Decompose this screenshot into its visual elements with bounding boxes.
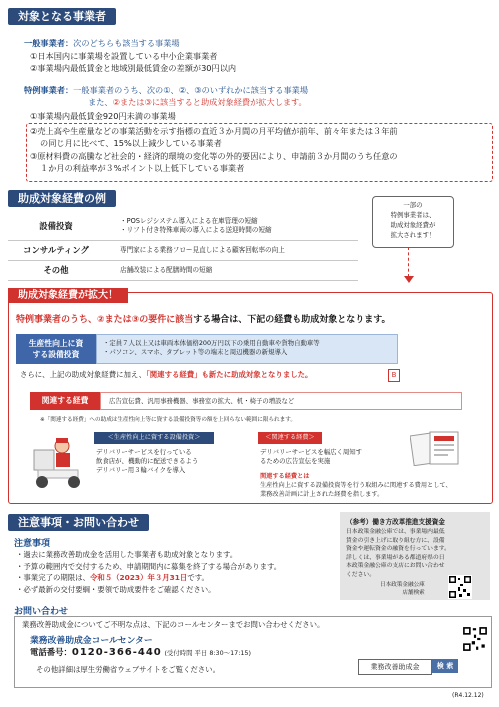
example-related-title: ＜関連する経費＞	[258, 432, 322, 444]
productivity-equipment-label: 生産性向上に資 する設備投資	[16, 334, 96, 364]
notes-list	[16, 549, 281, 595]
callout-bubble	[372, 196, 454, 248]
expense-row-consulting	[8, 240, 358, 261]
expense-row-text: 店舗改装による配膳時間の短縮	[120, 265, 213, 274]
expense-row-text: ・リフト付き特殊車両の導入による送迎時間の短縮	[120, 226, 272, 234]
expense-row-text: ・POSレジシステム導入による在庫管理の短縮	[120, 217, 258, 225]
related-expense-text: 広告宣伝費、汎用事務機器、事務室の拡大、机・椅子の増設など	[109, 397, 295, 405]
related-expense-label: 関連する経費	[30, 392, 100, 410]
qr-code-icon[interactable]	[448, 575, 472, 599]
equipment-item: ・定員７人以上又は車両本体価格200万円以下の乗用自動車や貨物自動車等	[103, 339, 320, 347]
callout-text: 助成対象経費が	[390, 221, 436, 229]
special-condition-1: ①事業場内最低賃金920円未満の事業場	[30, 111, 176, 121]
flyer-illustration	[410, 430, 466, 466]
expense-row-label: その他	[43, 265, 69, 275]
callout-arrow-line	[408, 247, 409, 277]
search-input[interactable]: 業務改善助成金	[358, 659, 432, 675]
special-condition-3a: ③原材料費の高騰など社会的・経済的環境の変化等の外的要因により、申請前３か月間のうち任意の	[30, 151, 398, 161]
callout-text: 一部の	[403, 201, 423, 209]
general-operator-line: 一般事業者：次のどちらも該当する事業場	[24, 38, 180, 48]
reference-text: 日本政策金融公庫では、事業場内最低 賃金の引き上げに取り組む方に、設備 資金や運転資金の融資を行っています。 詳しくは、事業場がある都道府県の日 本政策金融公庫の支店にお問い合わせ ください。	[346, 529, 450, 578]
general-condition-2: ②事業場内最低賃金と地域別最低賃金の差額が30円以内	[30, 63, 237, 73]
callout-text: 特例事業者は、	[390, 211, 436, 219]
section-header-notes-contact: 注意事項・お問い合わせ	[8, 514, 149, 531]
notes-title: 注意事項	[14, 539, 51, 549]
b-mark: B	[388, 369, 400, 382]
arrow-down-icon	[404, 276, 414, 283]
note-item: ・必ず最新の交付要綱・要領で助成要件をご確認ください。	[16, 584, 216, 594]
related-expense-note: ※「関連する経費」への助成は生産性向上等に資する設備投資等の額を上回らない範囲に限られます。	[40, 417, 296, 423]
expanded-expenses-header: 助成対象経費が拡大！	[8, 288, 128, 303]
related-expense-box	[100, 392, 462, 410]
note-item: ・過去に業務改善助成金を活用した事業者も助成対象となります。	[16, 550, 238, 559]
website-line: その他詳細は厚生労働省ウェブサイトをご覧ください。	[36, 665, 220, 674]
note-item: ・事業完了の期限は、令和５（2023）年３月31日です。	[16, 573, 209, 582]
general-condition-1: ①日本国内に事業場を設置している中小企業事業者	[30, 51, 218, 61]
example-equipment-title: ＜生産性向上に資する設備投資＞	[94, 432, 214, 444]
section-header-expense-examples: 助成対象経費の例	[8, 190, 116, 207]
reference-org: 日本政策金融公庫 店舗検索	[380, 582, 425, 596]
contact-line1: 業務改善助成金についてご不明な点は、下記のコールセンターまでお問い合わせください。	[22, 620, 325, 629]
example-related-definition: 関連する経費とは 生産性向上に資する設備投資等を行う取組みに関連する費用として、 業務改善計画に計上された経費を指します。	[260, 473, 452, 498]
phone-number[interactable]: 0120-366-440	[71, 647, 162, 658]
expense-row-label: コンサルティング	[23, 245, 89, 255]
example-equipment-text: デリバリーサービスを行っている 飲食店が、機動的に配送できるよう デリバリー用３輪バイクを導入	[96, 448, 199, 474]
special-operator-line2: また、②または③に該当すると助成対象経費が拡大します。	[88, 97, 307, 107]
phone-line: 電話番号：0120-366-440 (受付時間 平日 8:30〜17:15)	[30, 647, 251, 658]
productivity-equipment-box	[96, 334, 398, 364]
qr-code-icon[interactable]	[462, 626, 488, 652]
call-center-name: 業務改善助成金コールセンター	[30, 636, 153, 646]
section-header-target: 対象となる事業者	[8, 8, 116, 25]
issue-date: (R4.12.12)	[452, 692, 484, 699]
expense-row-text: 専門家による業務フロー見直しによる顧客回転率の向上	[120, 245, 285, 254]
special-operator-line: 特例事業者：一般事業者のうち、次の①、②、③のいずれかに該当する事業場	[24, 85, 309, 95]
reference-title: （参考）働き方改革推進支援資金	[346, 518, 445, 526]
special-condition-2a: ②売上高や生産量などの事業活動を示す指標の直近３か月間の月平均値が前年、前々年または３年前	[30, 126, 398, 136]
search-button[interactable]: 検 索	[432, 659, 458, 673]
special-condition-3b: １か月の利益率が３%ポイント以上低下している事業者	[40, 163, 245, 173]
expanded-headline: 特例事業者のうち、②または③の要件に該当する場合は、下記の経費も助成対象となります。	[16, 315, 391, 325]
note-item: ・予算の範囲内で交付するため、申請期間内に募集を終了する場合があります。	[16, 561, 282, 571]
contact-title: お問い合わせ	[14, 607, 69, 617]
furthermore-line: さらに、上記の助成対象経費に加え、「関連する経費」も新たに助成対象となりました。	[20, 370, 313, 379]
expense-row-label: 設備投資	[39, 221, 73, 231]
special-condition-2b: の同じ月に比べて、15%以上減少している事業者	[40, 138, 222, 148]
expense-row-equipment	[8, 212, 358, 241]
equipment-item: ・パソコン、スマホ、タブレット等の端末と周辺機器の新規導入	[103, 348, 288, 356]
example-related-text: デリバリーサービスを幅広く周知す るための広告宣伝を実施	[260, 448, 363, 465]
delivery-bike-illustration	[28, 432, 86, 494]
expense-row-other	[8, 260, 358, 281]
callout-text: 拡大されます！	[390, 231, 436, 239]
